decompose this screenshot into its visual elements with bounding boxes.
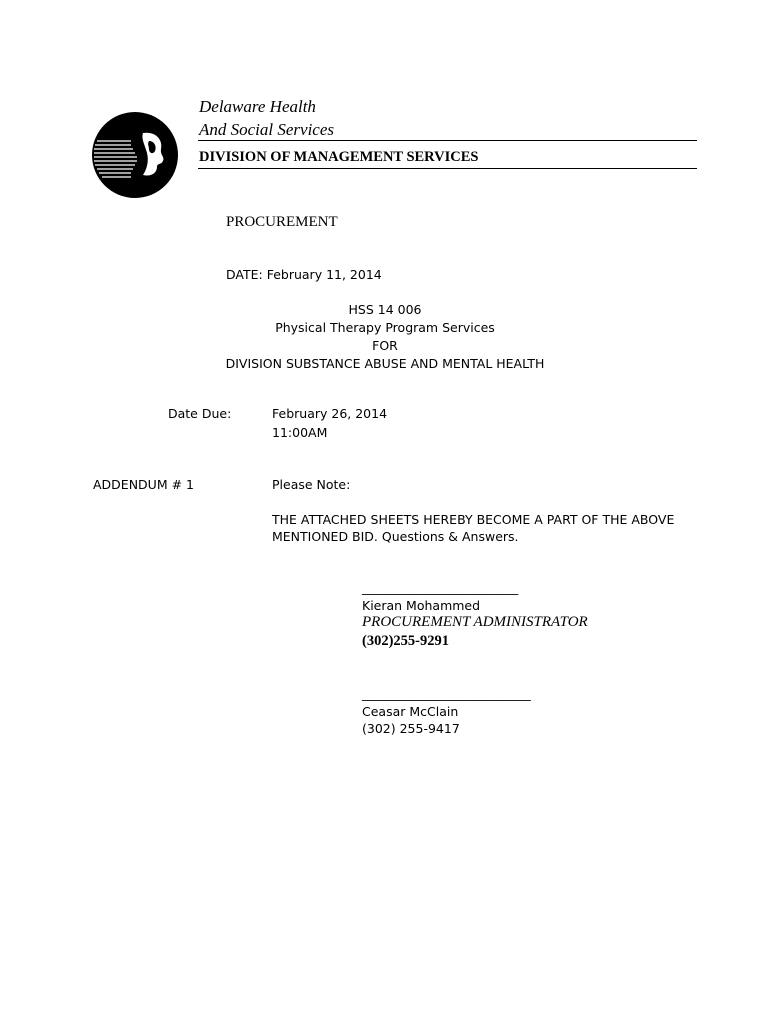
please-note: Please Note: (272, 477, 351, 492)
date-due-value: February 26, 2014 (272, 406, 388, 421)
org-name-line1: Delaware Health (199, 97, 316, 116)
division-title: DIVISION OF MANAGEMENT SERVICES (199, 149, 479, 165)
bid-title: Physical Therapy Program Services (275, 320, 495, 335)
dhss-logo-icon (91, 111, 179, 199)
header-bottom-rule (198, 168, 697, 169)
signature-line-1: _________________________ (362, 580, 519, 595)
org-name-line2: And Social Services (199, 120, 335, 139)
signature-line-2: ___________________________ (362, 686, 531, 701)
time-due-value: 11:00AM (272, 425, 328, 440)
signatory-name-1: Kieran Mohammed (362, 598, 481, 613)
section-title: PROCUREMENT (226, 214, 338, 230)
bid-number: HSS 14 006 (348, 302, 422, 317)
signatory-title-1: PROCUREMENT ADMINISTRATOR (362, 614, 588, 630)
division-name: DIVISION SUBSTANCE ABUSE AND MENTAL HEALTH (225, 356, 545, 371)
signatory-phone-2: (302) 255-9417 (362, 721, 460, 736)
date-line: DATE: February 11, 2014 (226, 267, 382, 282)
notice-line-2: MENTIONED BID. Questions & Answers. (272, 529, 519, 544)
addendum-label: ADDENDUM # 1 (93, 477, 194, 492)
date-due-label: Date Due: (168, 406, 232, 421)
for-label: FOR (372, 338, 398, 353)
notice-line-1: THE ATTACHED SHEETS HEREBY BECOME A PART OF THE ABOVE (272, 512, 675, 527)
header-top-rule (198, 140, 697, 141)
signatory-name-2: Ceasar McClain (362, 704, 459, 719)
signatory-phone-1: (302)255-9291 (362, 633, 449, 649)
